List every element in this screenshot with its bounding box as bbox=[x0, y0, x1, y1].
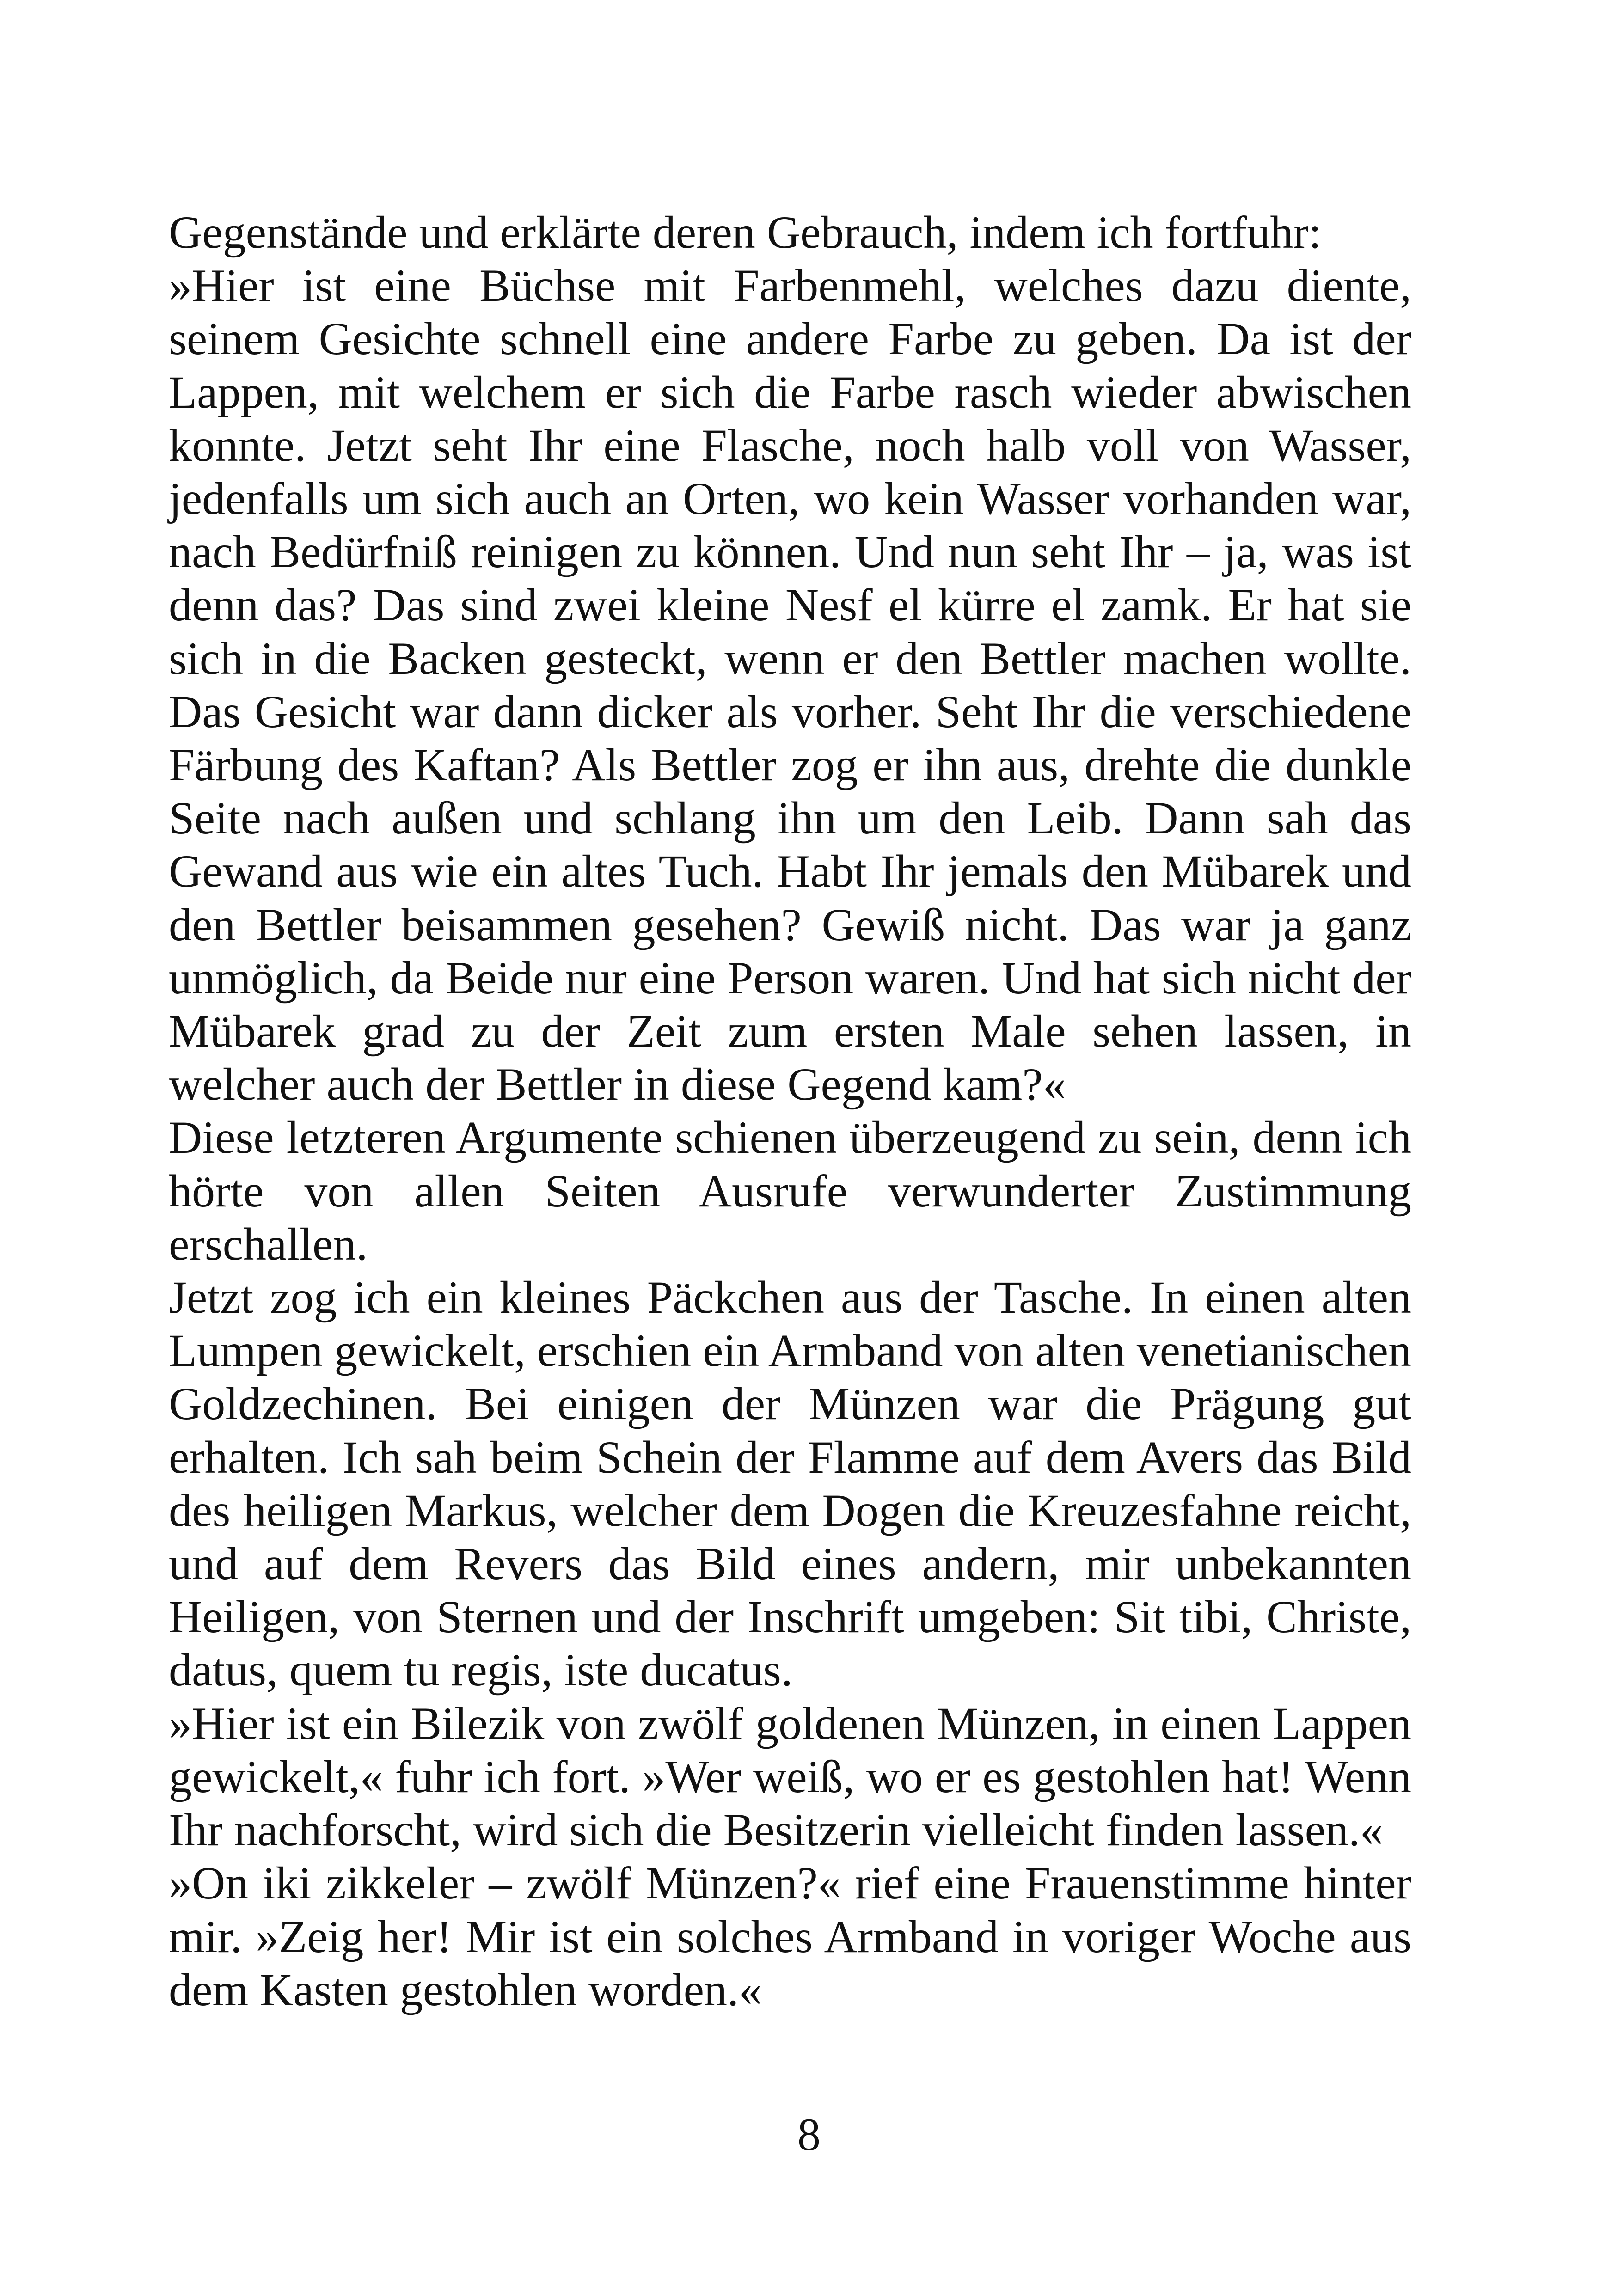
paragraph-2: »Hier ist eine Büchse mit Farbenmehl, welches dazu diente, seinem Gesichte schnell eine andere Farbe zu geben. Da ist der Lappen, mit welchem er sich die Farbe rasch wieder abwischen konnte. Jetzt seht Ihr eine Flasche, noch halb voll von Wasser, jedenfalls um sich auch an Orten, wo kein Wasser vorhanden war, nach Bedürfniß reinigen zu können. Und nun seht Ihr – ja, was ist denn das? Das sind zwei kleine Nesf el kürre el zamk. Er hat sie sich in die Backen gesteckt, wenn er den Bettler machen wollte. Das Gesicht war dann dicker als vorher. Seht Ihr die verschiedene Färbung des Kaftan? Als Bettler zog er ihn aus, drehte die dunkle Seite nach außen und schlang ihn um den Leib. Dann sah das Gewand aus wie ein altes Tuch. Habt Ihr jemals den Mübarek und den Bettler beisammen gesehen? Gewiß nicht. Das war ja ganz unmöglich, da Beide nur eine Person waren. Und hat sich nicht der Mübarek grad zu der Zeit zum ersten Male sehen lassen, in welcher auch der Bettler in diese Gegend kam?« bbox=[169, 260, 1411, 1110]
paragraph-4: Jetzt zog ich ein kleines Päckchen aus der Tasche. In einen alten Lumpen gewickelt, erschien ein Armband von alten venetianischen Goldzechinen. Bei einigen der Münzen war die Prägung gut erhalten. Ich sah beim Schein der Flamme auf dem Avers das Bild des heiligen Markus, welcher dem Dogen die Kreuzesfahne reicht, und auf dem Revers das Bild eines andern, mir unbekannten Heiligen, von Sternen und der Inschrift umgeben: Sit tibi, Christe, datus, quem tu regis, iste ducatus. bbox=[169, 1272, 1411, 1696]
page-number: 8 bbox=[797, 2109, 821, 2160]
paragraph-1: Gegenstände und erklärte deren Gebrauch, indem ich fortfuhr: bbox=[169, 207, 1322, 258]
paragraph-3: Diese letzteren Argumente schienen überzeugend zu sein, denn ich hörte von allen Seiten Ausrufe verwunderter Zustimmung erschallen. bbox=[169, 1112, 1411, 1270]
paragraph-5: »Hier ist ein Bilezik von zwölf goldenen Münzen, in einen Lappen gewickelt,« fuhr ich fort. »Wer weiß, wo er es gestohlen hat! Wenn Ihr nachforscht, wird sich die Besitzerin vielleicht finden lassen.« bbox=[169, 1697, 1411, 1856]
paragraph-6: »On iki zikkeler – zwölf Münzen?« rief eine Frauenstimme hinter mir. »Zeig her! Mir ist ein solches Armband in voriger Woche aus dem Kasten gestohlen worden.« bbox=[169, 1857, 1411, 2015]
body-text bbox=[169, 206, 1411, 2016]
